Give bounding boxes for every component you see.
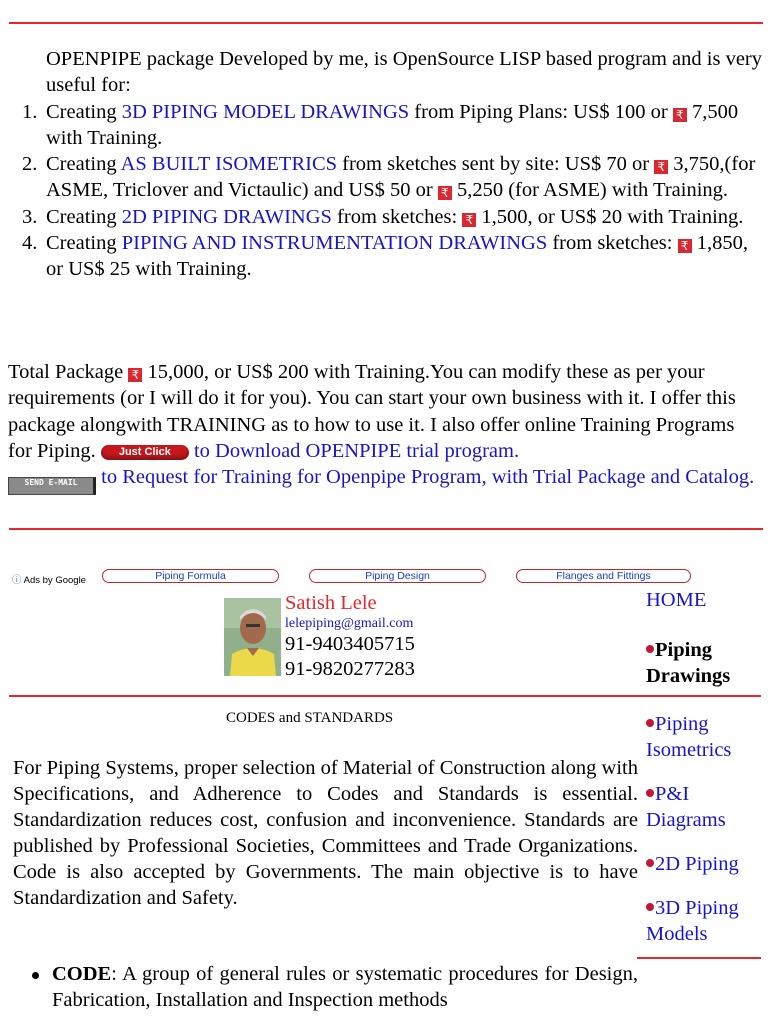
nav-item-2d-piping[interactable] [646,851,761,877]
list-item-code [30,961,638,1013]
link-as-built-isometrics[interactable]: AS BUILT ISOMETRICS [120,153,338,176]
profile-divider [9,695,641,697]
profile-phone-1: 91-9403405715 [285,633,415,655]
nav-divider [637,957,761,959]
link-2d-piping-drawings[interactable]: 2D PIPING DRAWINGS [121,205,332,228]
bullet-icon [646,859,654,867]
rupee-icon: ₹ [654,160,668,174]
text: 5,250 (for ASME) with Training. [451,179,729,202]
spacer [646,613,761,637]
list-number: 3. [22,205,38,228]
total-package-section [8,359,760,495]
spacer [646,833,761,851]
spacer [646,763,761,781]
list-number: 4. [22,232,38,255]
nav-item-pid-diagrams[interactable] [646,781,761,833]
nav-label: 3D Piping Models [646,897,739,945]
just-click-button[interactable]: Just Click [101,445,189,460]
avatar-image [224,598,281,676]
ads-bar [12,568,702,586]
text: Total Package [8,361,129,383]
text: from sketches: [547,232,678,255]
service-item-3d-model [22,99,762,152]
rupee-icon: ₹ [678,239,692,253]
text: from sketches sent by site: US$ 70 or [337,153,655,176]
intro-section [22,46,763,283]
text: from Piping Plans: US$ 100 or [409,100,673,123]
nav-label: Piping Drawings [646,639,731,687]
info-icon: ⓘ [12,575,22,586]
request-training-link[interactable]: to Request for Training for Openpipe Program, with Trial Package and Catalog. [96,466,755,489]
bullet-icon [646,903,654,911]
ads-by-label: Ads by Google [23,575,86,586]
text: 1,500, or US$ 20 with Training. [476,205,744,228]
text: from sketches: [331,205,463,228]
ad-link-piping-design[interactable]: Piping Design [309,569,486,583]
intro-paragraph: For Piping Systems, proper selection of Material of Construction along with Specifications, and Adherence to Codes and Standards is essential. Standardization reduces cost, confusion and inconvenience. Standards are published by Professional Societies, Committees and Trade Organizations. Code is also accepted by Governments. The main objective is to have Standardization and Safety. [13,757,638,909]
text: 7,500 with Training. [46,100,739,149]
link-3d-piping-model[interactable]: 3D PIPING MODEL DRAWINGS [121,100,410,123]
ad-link-flanges-fittings[interactable]: Flanges and Fittings [516,569,691,583]
nav-item-3d-piping-models[interactable] [646,895,761,947]
rupee-icon: ₹ [673,108,687,122]
ads-by-google[interactable] [12,572,86,586]
text: 3,750,(for ASME, Triclover and Victaulic) and US$ 50 or [46,153,756,202]
spacer [646,877,761,895]
list-number: 1. [22,100,38,123]
avatar [224,598,281,676]
service-item-isometrics [22,151,762,204]
text: Creating [46,232,122,255]
side-nav [646,587,761,949]
main-content [13,755,638,911]
rupee-icon: ₹ [128,368,142,382]
spacer [646,691,761,711]
text: Creating [46,100,122,123]
download-openpipe-link[interactable]: to Download OPENPIPE trial program. [188,439,520,462]
bullet-icon [646,719,654,727]
text: Creating [46,153,121,176]
bullet-dot [32,972,39,979]
profile-email[interactable]: lelepiping@gmail.com [285,616,414,631]
bullet-icon [646,789,654,797]
text: 1,850, or US$ 25 with Training. [46,232,748,281]
code-definition: : A group of general rules or systematic procedures for Design, Fabrication, Installation and Inspection methods [52,963,638,1011]
text: Creating [46,205,122,228]
profile-name: Satish Lele [285,592,377,614]
intro-lead: OPENPIPE package Developed by me, is OpenSource LISP based program and is very useful for: [46,48,763,97]
list-number: 2. [22,153,38,176]
page-title: CODES and STANDARDS [226,710,394,726]
send-email-button[interactable]: SEND E-MAIL [8,477,96,495]
bullet-icon [646,645,654,653]
top-divider [9,22,763,24]
nav-home[interactable]: HOME [646,589,707,611]
section-divider [9,528,763,530]
nav-divider [637,695,761,697]
rupee-icon: ₹ [438,186,452,200]
nav-label: P&I Diagrams [646,783,726,831]
nav-item-piping-drawings[interactable] [646,637,761,689]
nav-label: Piping Isometrics [646,713,732,761]
service-list [22,99,762,283]
rupee-icon: ₹ [462,213,476,227]
profile-card [285,590,415,682]
service-item-2d-drawings [22,204,762,230]
link-piping-instrumentation[interactable]: PIPING AND INSTRUMENTATION DRAWINGS [121,232,548,255]
nav-item-piping-isometrics[interactable] [646,711,761,763]
code-term: CODE [52,963,112,985]
service-item-pid [22,230,762,283]
text: 15,000, or US$ 200 with Training.You can modify these as per your requirements (or I will do it for you). You can start your own business with it. I offer this package alongwith TRAINING as to how to use it. I also offer online Training Programs for Piping. [8,361,736,462]
profile-phone-2: 91-9820277283 [285,658,415,680]
nav-label: 2D Piping [655,853,739,875]
ad-link-piping-formula[interactable]: Piping Formula [102,569,279,583]
